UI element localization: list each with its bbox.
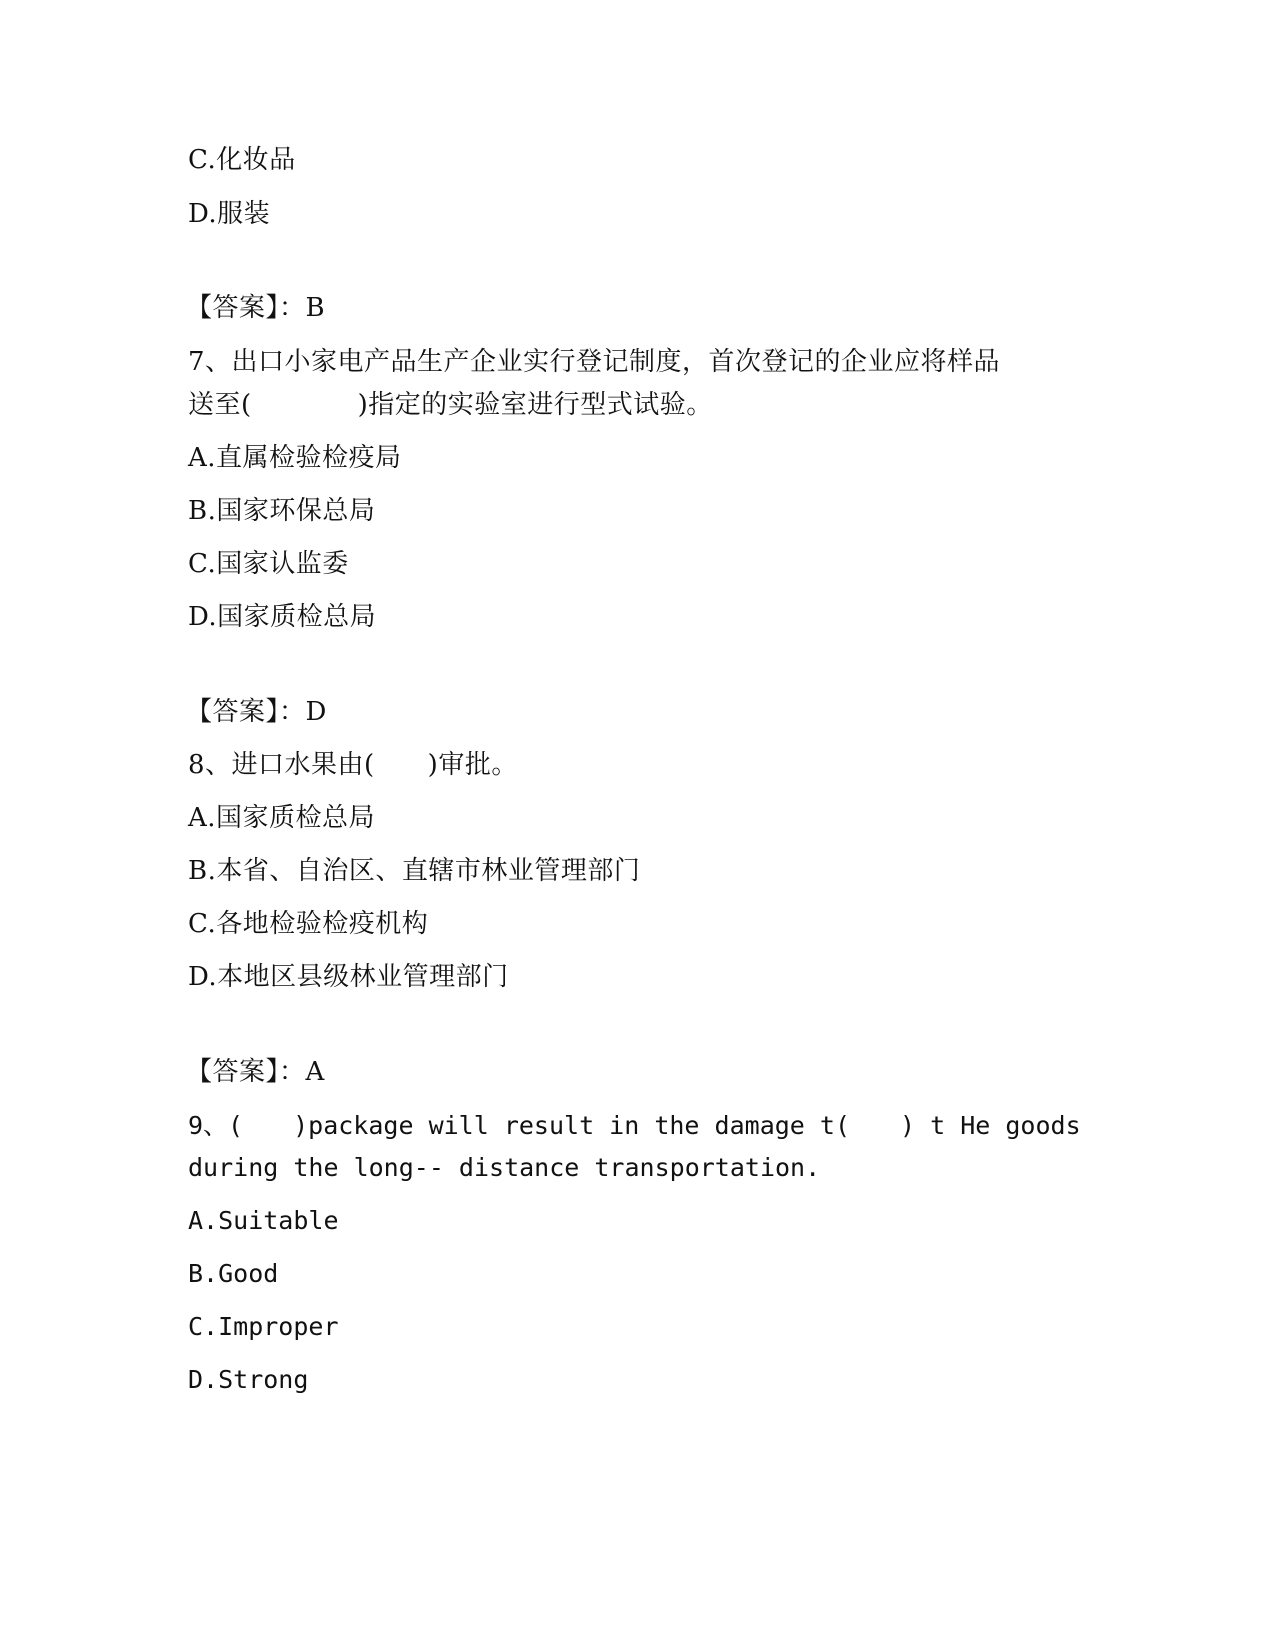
q9-stem-line-2: during the long-- distance transportation.: [188, 1153, 821, 1182]
q8-option-d: D.本地区县级林业管理部门: [188, 962, 509, 992]
q7-stem-line-2: 送至( )指定的实验室进行型式试验。: [188, 390, 713, 420]
q9-option-b: B.Good: [188, 1259, 279, 1288]
q9-option-a: A.Suitable: [188, 1206, 339, 1235]
q8-stem: 8、进口水果由( )审批。: [188, 750, 518, 780]
q9-option-c: C.Improper: [188, 1312, 339, 1341]
q6-option-c: C.化妆品: [188, 145, 296, 175]
q9-option-d: D.Strong: [188, 1365, 309, 1394]
q7-option-d: D.国家质检总局: [188, 602, 377, 632]
q7-answer: 【答案】：D: [186, 697, 327, 727]
q8-answer: 【答案】：A: [186, 1057, 325, 1087]
q6-option-d: D.服装: [188, 199, 271, 229]
q7-option-b: B.国家环保总局: [188, 496, 376, 526]
q9-stem-line-1: 9、( )package will result in the damage t( ) t He goods: [188, 1111, 1081, 1140]
q7-option-a: A.直属检验检疫局: [188, 443, 402, 473]
q7-option-c: C.国家认监委: [188, 549, 349, 579]
q8-option-a: A.国家质检总局: [188, 803, 376, 833]
q6-answer: 【答案】：B: [186, 293, 326, 323]
q8-option-c: C.各地检验检疫机构: [188, 909, 429, 939]
q7-stem-line-1: 7、出口小家电产品生产企业实行登记制度，首次登记的企业应将样品: [188, 347, 1001, 377]
q8-option-b: B.本省、自治区、直辖市林业管理部门: [188, 856, 641, 886]
